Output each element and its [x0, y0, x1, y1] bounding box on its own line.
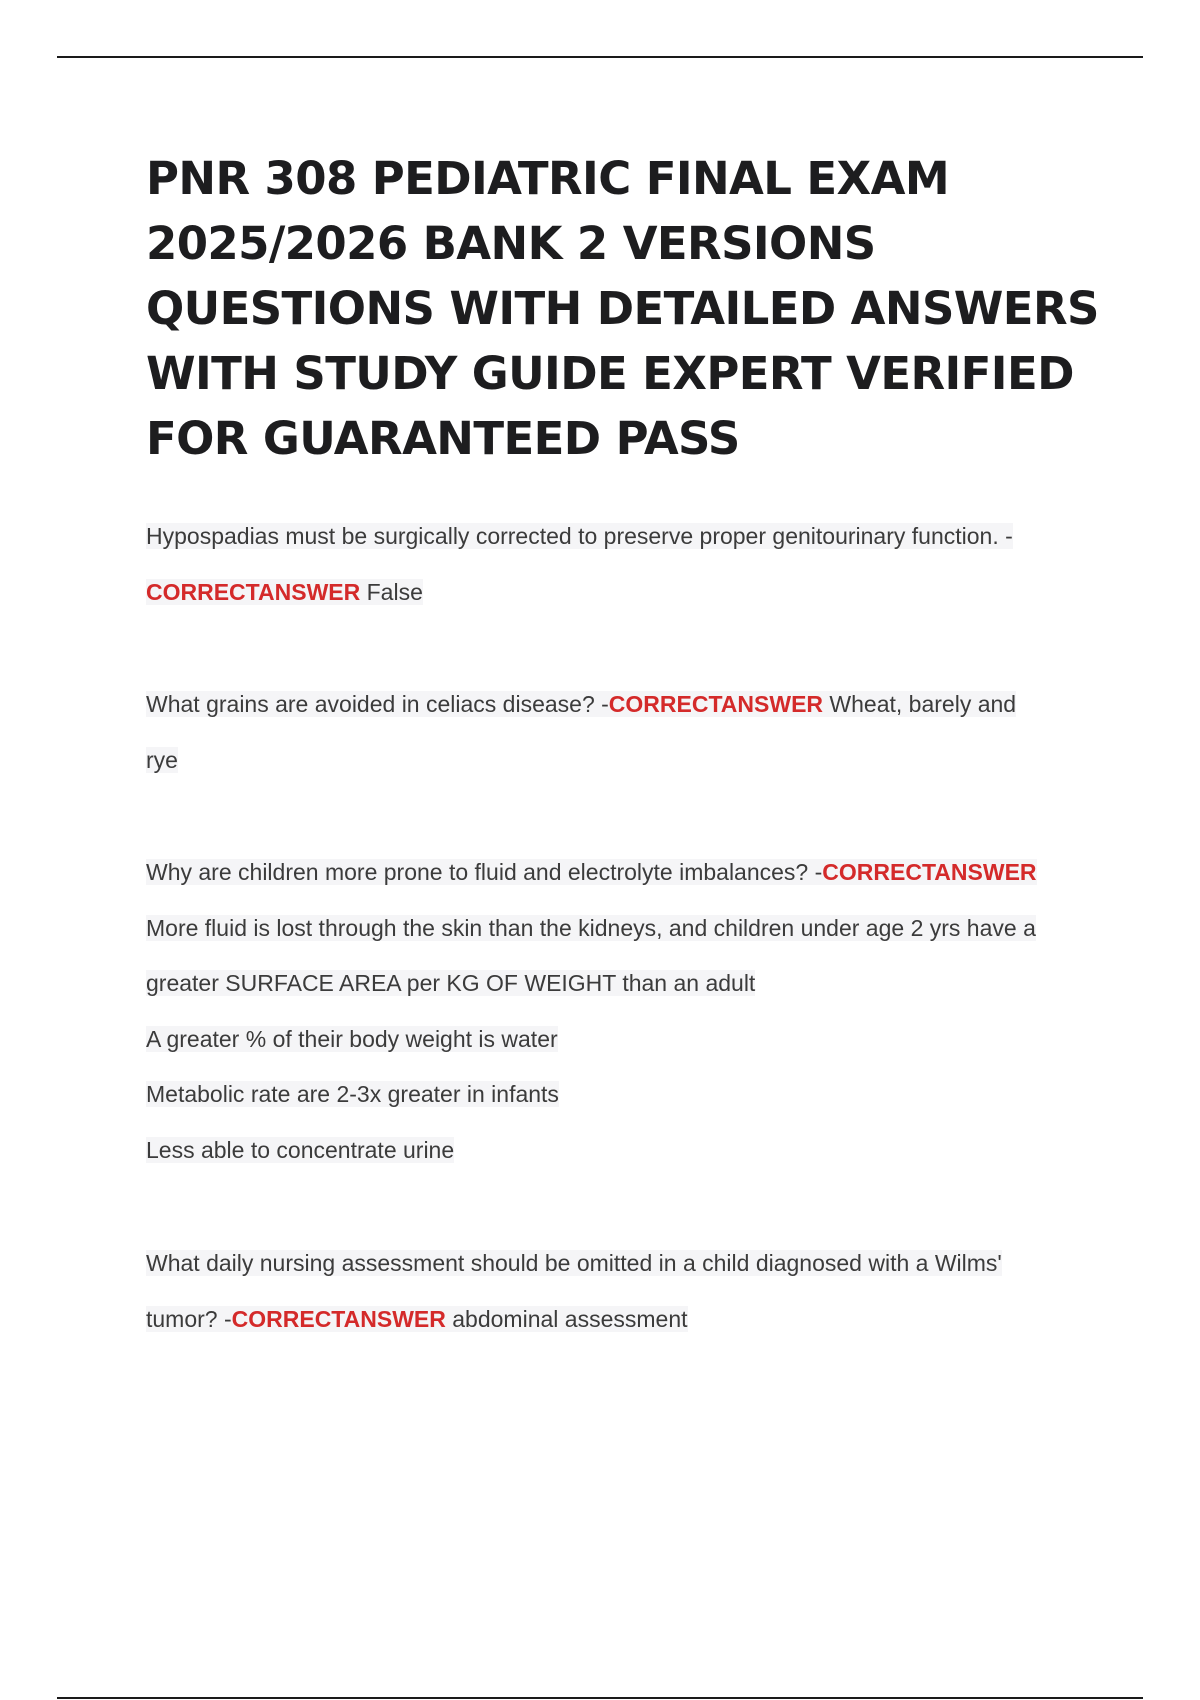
qa-line — [146, 677, 1096, 733]
question-text: What daily nursing assessment should be omitted in a child diagnosed with a Wilms' — [146, 1250, 1002, 1276]
correct-answer-marker: CORRECTANSWER — [822, 859, 1037, 885]
qa-line — [146, 509, 1096, 565]
answer-text: Metabolic rate are 2-3x greater in infants — [146, 1081, 559, 1107]
answer-text: rye — [146, 746, 178, 773]
question-text: Why are children more prone to fluid and electrolyte imbalances? - — [146, 859, 823, 885]
qa-item — [146, 1236, 1096, 1347]
qa-line — [146, 1292, 1096, 1348]
answer-text: Wheat, barely and — [829, 691, 1017, 717]
question-text: What grains are avoided in celiacs disease? - — [146, 691, 609, 717]
correct-answer-marker: CORRECTANSWER — [231, 1305, 446, 1332]
answer-text: A greater % of their body weight is water — [146, 1025, 558, 1052]
answer-text: Less able to concentrate urine — [146, 1136, 455, 1163]
qa-line — [146, 1123, 1096, 1179]
answer-text: False — [366, 578, 423, 605]
answer-text: abdominal assessment — [452, 1305, 688, 1332]
document-title: PNR 308 PEDIATRIC FINAL EXAM 2025/2026 BANK 2 VERSIONS QUESTIONS WITH DETAILED ANSWERS WITH STUDY GUIDE EXPERT VERIFIED FOR GUARANTEED PASS — [146, 152, 1099, 465]
question-text: tumor? - — [146, 1305, 232, 1332]
answer-text: More fluid is lost through the skin than the kidneys, and children under age 2 yrs have a — [146, 914, 1036, 941]
qa-line — [146, 1012, 1096, 1068]
qa-item — [146, 509, 1096, 620]
qa-item — [146, 677, 1096, 788]
correct-answer-marker: CORRECTANSWER — [608, 691, 824, 717]
qa-line — [146, 956, 1096, 1012]
qa-line — [146, 1236, 1096, 1292]
answer-text: greater SURFACE AREA per KG OF WEIGHT than an adult — [146, 970, 756, 996]
header-rule — [57, 56, 1143, 58]
qa-line — [146, 565, 1096, 621]
qa-line — [146, 1067, 1096, 1123]
qa-line — [146, 901, 1096, 957]
qa-line — [146, 733, 1096, 789]
correct-answer-marker: CORRECTANSWER — [146, 578, 361, 605]
qa-line — [146, 845, 1096, 901]
question-text: Hypospadias must be surgically corrected to preserve proper genitourinary function. - — [146, 523, 1013, 549]
qa-item — [146, 845, 1096, 1178]
footer-rule — [57, 1697, 1143, 1699]
